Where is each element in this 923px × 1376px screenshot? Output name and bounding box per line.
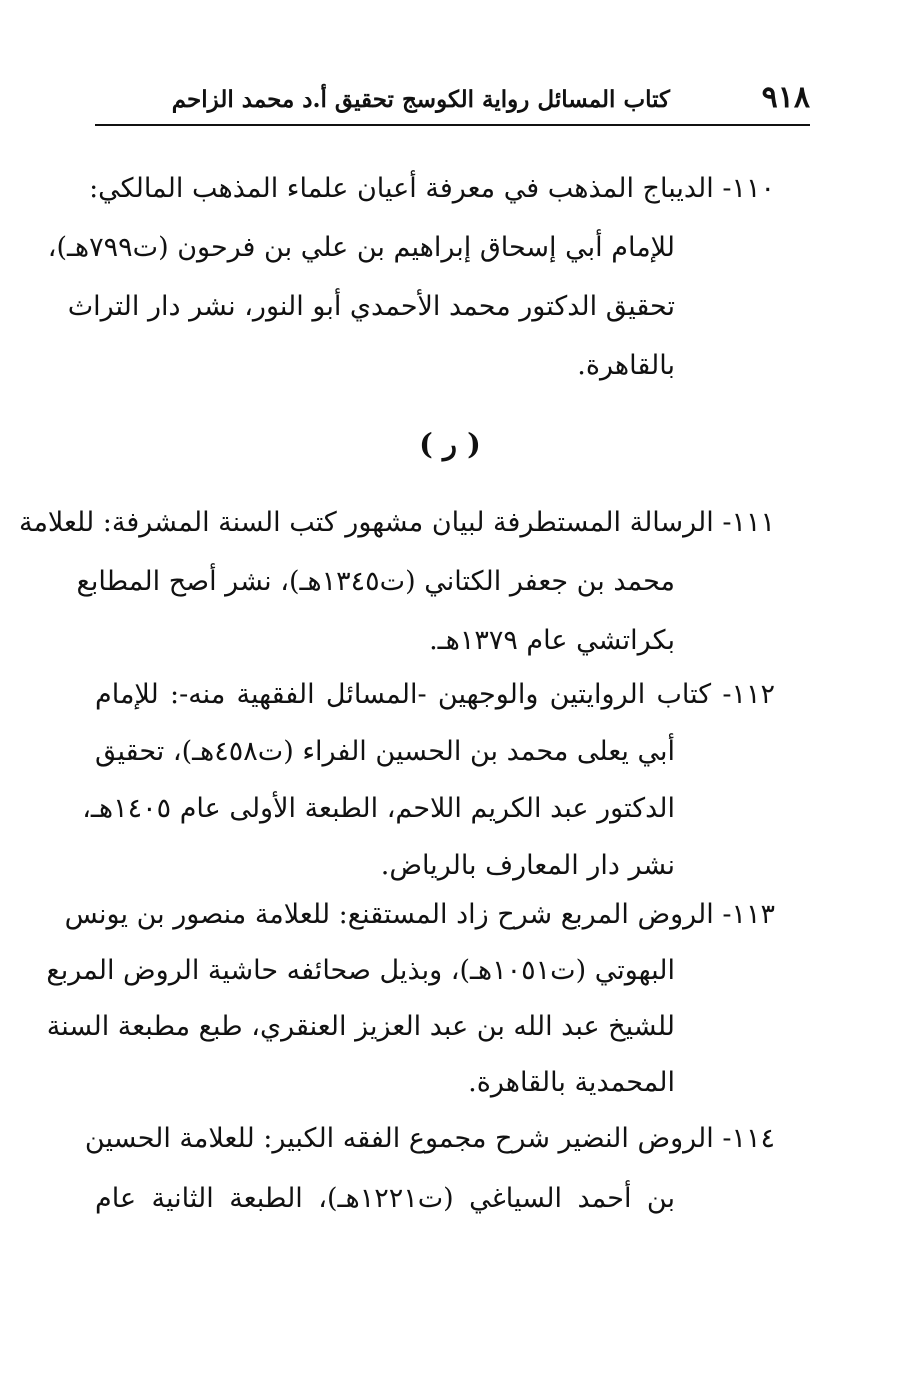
entry-line: ١١٢- كتاب الروايتين والوجهين -المسائل الفقهية منه-: للإمام <box>95 679 775 710</box>
running-header <box>95 78 810 122</box>
entry-line: ١١١- الرسالة المستطرفة لبيان مشهور كتب السنة المشرفة: للعلامة <box>18 507 775 538</box>
page-number: ٩١٨ <box>761 80 810 115</box>
entry-line: أبي يعلى محمد بن الحسين الفراء (ت٤٥٨هـ)، تحقيق <box>95 736 675 767</box>
entry-line: بكراتشي عام ١٣٧٩هـ. <box>429 625 675 656</box>
entry-line: البهوتي (ت١٠٥١هـ)، وبذيل صحائفه حاشية الروض المربع <box>46 955 675 986</box>
entry-line: تحقيق الدكتور محمد الأحمدي أبو النور، نشر دار التراث <box>67 291 675 322</box>
entry-line: محمد بن جعفر الكتاني (ت١٣٤٥هـ)، نشر أصح المطابع <box>76 566 675 597</box>
entry-line: ١١٠- الديباج المذهب في معرفة أعيان علماء المذهب المالكي: <box>89 173 775 204</box>
entry-line: نشر دار المعارف بالرياض. <box>380 850 675 881</box>
entry-line: ١١٣- الروض المربع شرح زاد المستقنع: للعلامة منصور بن يونس <box>64 899 775 930</box>
entry-line: بالقاهرة. <box>577 350 675 381</box>
entry-line: الدكتور عبد الكريم اللاحم، الطبعة الأولى عام ١٤٠٥هـ، <box>82 793 675 824</box>
running-title: كتاب المسائل رواية الكوسج تحقيق أ.د محمد الزاحم <box>171 86 670 113</box>
entry-line: المحمدية بالقاهرة. <box>468 1067 675 1098</box>
entry-line: ١١٤- الروض النضير شرح مجموع الفقه الكبير: للعلامة الحسين <box>84 1123 775 1154</box>
entry-line: للشيخ عبد الله بن عبد العزيز العنقري، طبع مطبعة السنة <box>46 1011 675 1042</box>
section-letter-heading: ( ر ) <box>419 427 481 461</box>
entry-line: للإمام أبي إسحاق إبراهيم بن علي بن فرحون (ت٧٩٩هـ)، <box>47 232 675 263</box>
header-divider <box>95 124 810 126</box>
entry-line: بن أحمد السياغي (ت١٢٢١هـ)، الطبعة الثانية عام <box>95 1183 675 1214</box>
